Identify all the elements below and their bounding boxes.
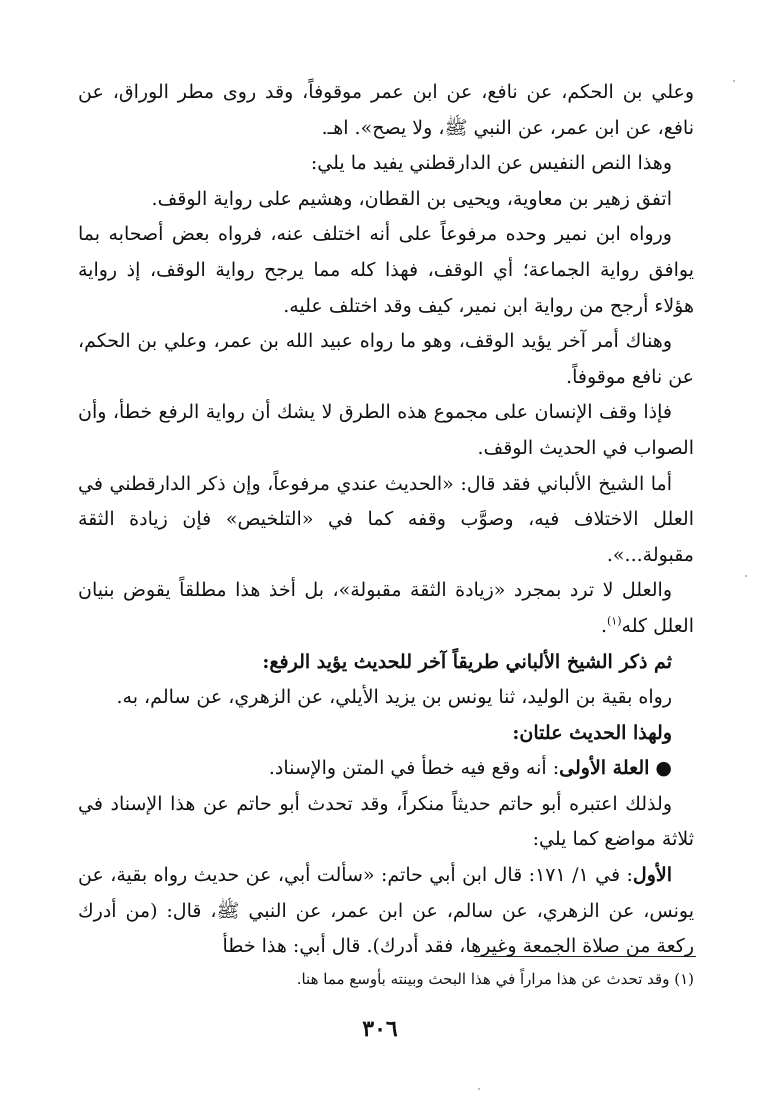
paragraph-7: أما الشيخ الألباني فقد قال: «الحديث عندي مرفوعاً، وإن ذكر الدارقطني في العلل الاختلاف فيه، وصوَّب وقفه كما في «التلخيص» فإن زيادة الثقة مقبولة...».	[78, 472, 694, 566]
paragraph-1: وعلي بن الحكم، عن نافع، عن ابن عمر موقوفاً، وقد روى مطر الوراق، عن نافع، عن ابن عمر، عن النبي ﷺ، ولا يصح». اهـ.	[78, 81, 694, 139]
footnote-ref[interactable]: (١)	[607, 614, 622, 628]
paragraph-4: ورواه ابن نمير وحده مرفوعاً على أنه اختلف عنه، فرواه بعض أصحابه بما يوافق رواية الجماعة؛ أي الوقف، فهذا كله مما يرجح رواية الوقف، إذ رواية هؤلاء أرجح من رواية ابن نمير، كيف وقد اختلف عليه.	[78, 223, 694, 317]
footnote-text: وقد تحدث عن هذا مراراً في هذا البحث وبينته بأوسع مما هنا.	[296, 970, 670, 988]
paragraph-11	[78, 858, 694, 965]
paragraph-9: رواه بقية بن الوليد، ثنا يونس بن يزيد الأيلي، عن الزهري، عن سالم، به.	[116, 686, 672, 709]
bullet-label: العلة الأولى	[559, 757, 650, 780]
footnote-marker: (١)	[674, 970, 694, 988]
scan-speck	[478, 1088, 480, 1090]
footnote-divider	[474, 956, 696, 957]
paragraph-6: فإذا وقف الإنسان على مجموع هذه الطرق لا يشك أن رواية الرفع خطأ، وأن الصواب في الحديث الوقف.	[78, 401, 694, 459]
page-number: ٣٠٦	[362, 1016, 398, 1042]
body-text	[78, 75, 694, 965]
paragraph-5: وهناك أمر آخر يؤيد الوقف، وهو ما رواه عبيد الله بن عمر، وعلي بن الحكم، عن نافع موقوفاً.	[78, 330, 694, 388]
heading-two-defects: ولهذا الحديث علتان:	[512, 721, 672, 744]
paragraph-10: ولذلك اعتبره أبو حاتم حديثاً منكراً، وقد تحدث أبو حاتم عن هذا الإسناد في ثلاثة مواضع كما يلي:	[78, 792, 694, 851]
bullet-first-defect	[78, 751, 694, 787]
bullet-text: : أنه وقع فيه خطأ في المتن والإسناد.	[268, 757, 560, 780]
paragraph-11-label: الأول	[632, 864, 672, 887]
paragraph-8-text: والعلل لا ترد بمجرد «زيادة الثقة مقبولة»، بل أخذ هذا مطلقاً يقوض بنيان العلل كله	[78, 579, 694, 637]
paragraph-2: وهذا النص النفيس عن الدارقطني يفيد ما يلي:	[310, 152, 672, 175]
bullet-dot-icon: ●	[655, 757, 672, 780]
heading-alternate-route: ثم ذكر الشيخ الألباني طريقاً آخر للحديث يؤيد الرفع:	[262, 650, 672, 673]
paragraph-3: اتفق زهير بن معاوية، ويحيى بن القطان، وهشيم على رواية الوقف.	[151, 187, 672, 210]
scan-speck	[745, 575, 747, 577]
paragraph-8	[78, 573, 694, 644]
paragraph-11-text: : في ١/ ١٧١: قال ابن أبي حاتم: «سألت أبي، عن حديث رواه بقية، عن يونس، عن الزهري، عن سالم، عن ابن عمر، عن النبي ﷺ، قال: (من أدرك ركعة من صلاة الجمعة وغيرها، فقد أدرك). قال أبي: هذا خطأ	[78, 864, 694, 958]
paragraph-8-end: .	[600, 614, 607, 637]
scan-speck	[733, 80, 735, 82]
footnote	[78, 966, 694, 992]
